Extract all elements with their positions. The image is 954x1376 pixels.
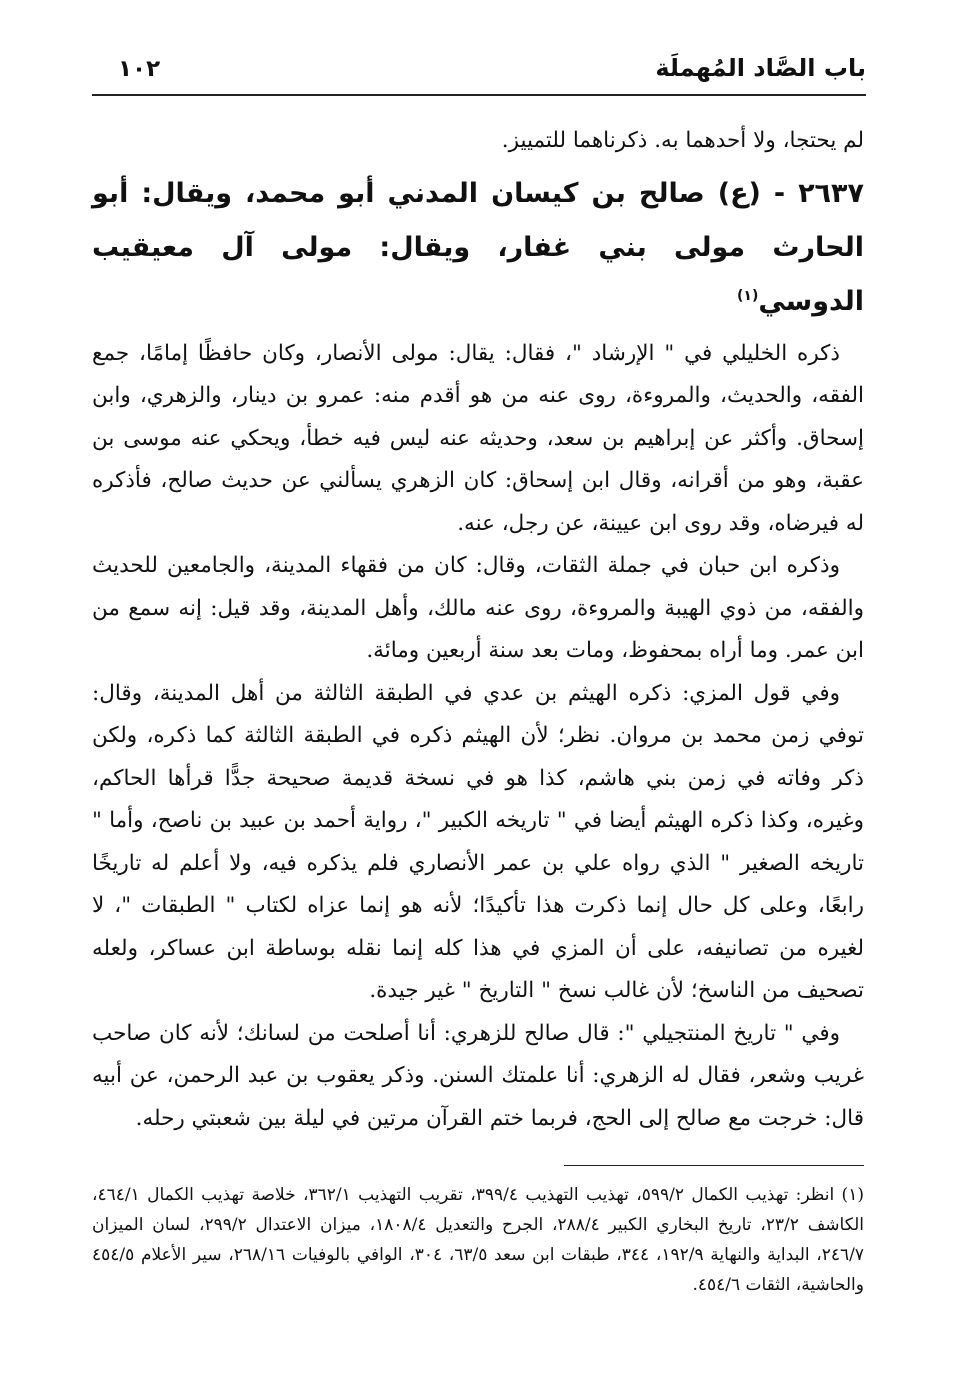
footnote-separator [564, 1165, 864, 1166]
paragraph-muntajili: وفي " تاريخ المنتجيلي ": قال صالح للزهري: أنا أصلحت من لسانك؛ لأنه كان صاحب غريب وشعر، فقال له الزهري: أنا علمتك السنن. وذكر يعقوب بن عبد الرحمن، عن أبيه قال: خرجت مع صالح إلى الحج، فربما ختم القرآن مرتين في ليلة بين شعبتي رحله. [92, 1020, 864, 1131]
running-header [92, 50, 866, 96]
footnotes [92, 1180, 864, 1300]
footnote-1: (١) انظر: تهذيب الكمال ٥٩٩/٢، تهذيب التهذيب ٣٩٩/٤، تقريب التهذيب ٣٦٢/١، خلاصة تهذيب الكمال ٤٦٤/١، الكاشف ٢٣/٢، تاريخ البخاري الكبير ٢٨٨/٤، الجرح والتعديل ١٨٠٨/٤، ميزان الاعتدال ٢٩٩/٢، لسان الميزان ٢٤٦/٧، البداية والنهاية ١٩٢/٩، ٣٤٤، طبقات ابن سعد ٦٣/٥، ٣٠٤، الوافي بالوفيات ٢٦٨/١٦، سير الأعلام ٤٥٤/٥ والحاشية، الثقات ٤٥٤/٦. [92, 1185, 865, 1295]
chapter-title: باب الصَّاد المُهملَة [655, 54, 866, 82]
main-text [92, 120, 864, 1140]
paragraph-ibn-hibban: وذكره ابن حبان في جملة الثقات، وقال: كان من فقهاء المدينة، والجامعين للحديث والفقه، من ذوي الهيبة والمروءة، روى عنه مالك، وأهل المدينة، وقد قيل: إنه سمع من ابن عمر. وما أراه بمحفوظ، ومات بعد سنة أربعين ومائة. [92, 553, 864, 663]
entry-heading-text: ٢٦٣٧ - (ع) صالح بن كيسان المدني أبو محمد، ويقال: أبو الحارث مولى بني غفار، ويقال: مولى آل معيقيب الدوسي [92, 177, 864, 317]
paragraph-continuation: لم يحتجا، ولا أحدهما به. ذكرناهما للتمييز. [501, 128, 864, 153]
entry-heading [92, 167, 864, 329]
page-number: ١٠٢ [118, 56, 161, 82]
paragraph-mizzi: وفي قول المزي: ذكره الهيثم بن عدي في الطبقة الثالثة من أهل المدينة، وقال: توفي زمن محمد بن مروان. نظر؛ لأن الهيثم ذكره في الطبقة الثالثة كما ذكره، ولكن ذكر وفاته في زمن بني هاشم، كذا هو في نسخة قديمة صحيحة جدًّا قرأها الحاكم، وغيره، وكذا ذكره الهيثم أيضا في " تاريخه الكبير "، رواية أحمد بن عبيد بن ناصح، وأما " تاريخه الصغير " الذي رواه علي بن عمر الأنصاري فلم يذكره فيه، ولا أعلم له تاريخًا رابعًا، وعلى كل حال إنما ذكرت هذا تأكيدًا؛ لأنه هو إنما عزاه لكتاب " الطبقات "، لا لغيره من تصانيفه، على أن المزي في هذا كله إنما نقله بوساطة ابن عساكر، ولعله تصحيف من الناسخ؛ لأن غالب نسخ " التاريخ " غير جيدة. [92, 680, 865, 1003]
paragraph-khalili: ذكره الخليلي في " الإرشاد "، فقال: يقال: مولى الأنصار، وكان حافظًا إمامًا، جمع الفقه، والحديث، والمروءة، روى عنه من هو أقدم منه: عمرو بن دينار، والزهري، وابن إسحاق. وأكثر عن إبراهيم بن سعد، وحديثه عنه ليس فيه خطأ، ويحكي عنه موسى بن عقبة، وهو من أقرانه، وقال ابن إسحاق: كان الزهري يسألني عن حديث صالح، فأذكره له فيرضاه، وقد روى ابن عيينة، عن رجل، عنه. [92, 340, 864, 536]
footnote-reference: (١) [737, 287, 759, 304]
